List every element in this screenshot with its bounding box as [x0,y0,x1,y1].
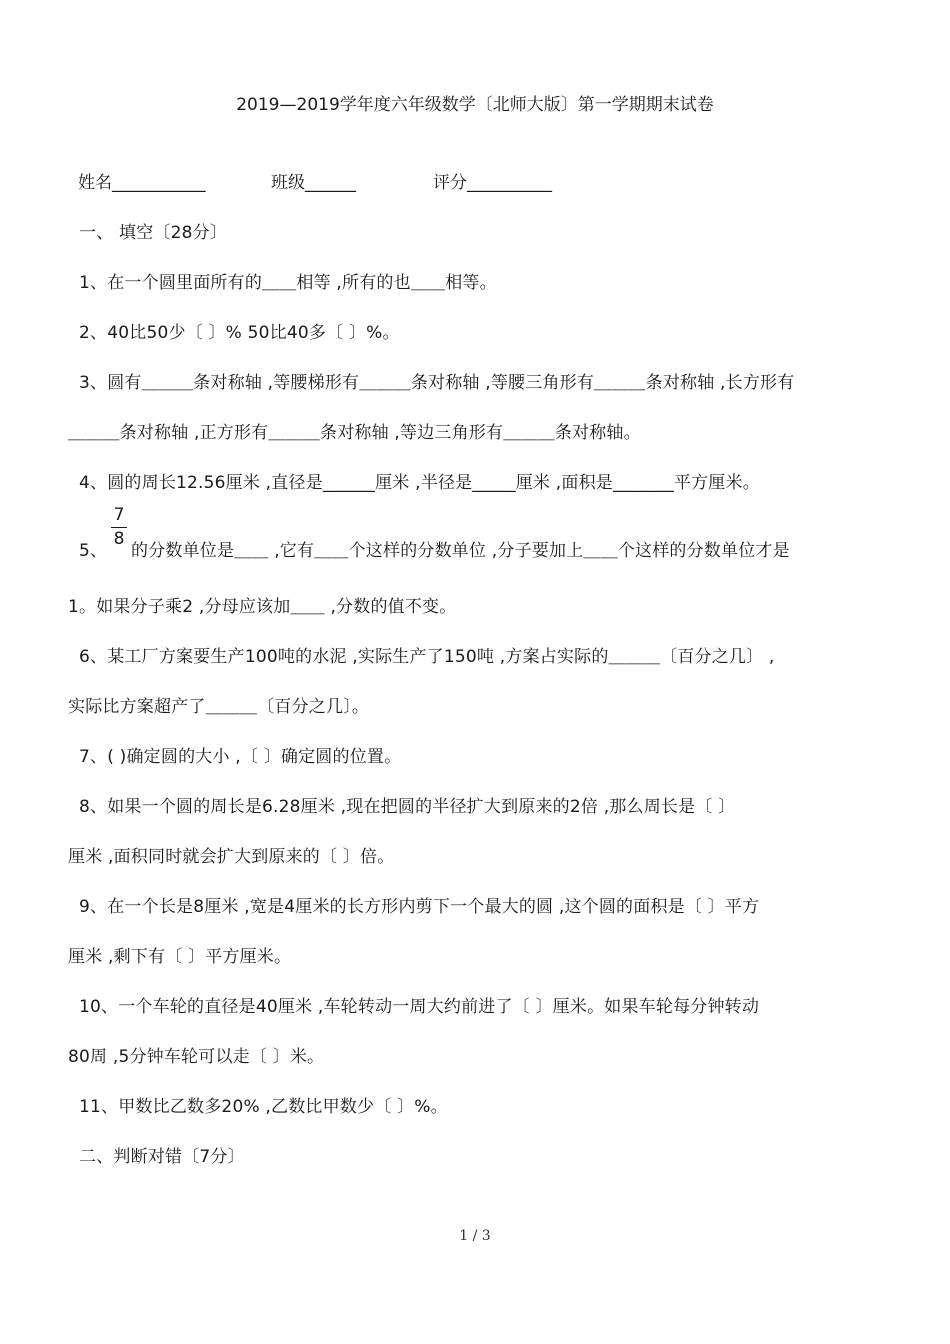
question-2: 2、40比50少〔 〕% 50比40多〔 〕%。 [79,323,400,343]
question-6-line-1: 6、某工厂方案要生产100吨的水泥 ,实际生产了150吨 ,方案占实际的＿＿＿〔百分之几〕 , [79,647,775,667]
question-4: 4、圆的周长12.56厘米 ,直径是______厘米 ,半径是_____厘米 ,面积是_______平方厘米。 [79,473,760,493]
question-5-line-1: 的分数单位是＿＿ ,它有＿＿个这样的分数单位 ,分子要加上＿＿个这样的分数单位才是 [131,541,790,561]
score-field: 评分__________ [433,173,552,193]
section-heading-true-false: 二、判断对错〔7分〕 [79,1147,245,1167]
question-5-line-2: 1。如果分子乘2 ,分母应该加＿＿ ,分数的值不变。 [68,597,457,617]
question-11: 11、甲数比乙数多20% ,乙数比甲数少〔 〕%。 [79,1097,448,1117]
question-1: 1、在一个圆里面所有的＿＿相等 ,所有的也＿＿相等。 [79,273,497,293]
name-field: 姓名___________ [78,173,206,193]
question-3-line-2: ＿＿＿条对称轴 ,正方形有＿＿＿条对称轴 ,等边三角形有＿＿＿条对称轴。 [68,423,641,443]
fraction-bar [111,527,127,528]
page-title: 2019—2019学年度六年级数学〔北师大版〕第一学期期末试卷 [236,95,714,115]
question-8-line-2: 厘米 ,面积同时就会扩大到原来的〔 〕倍。 [68,847,395,867]
class-field: 班级______ [271,173,356,193]
question-9-line-2: 厘米 ,剩下有〔 〕平方厘米。 [68,947,292,967]
question-7: 7、( )确定圆的大小 ,〔 〕确定圆的位置。 [79,747,402,767]
page-number: 1 / 3 [459,1228,491,1244]
question-10-line-2: 80周 ,5分钟车轮可以走〔 〕米。 [68,1047,325,1067]
question-6-line-2: 实际比方案超产了＿＿＿〔百分之几〕。 [68,697,370,717]
fraction-numerator: 7 [113,505,125,525]
section-heading-fill-blank: 一、 填空〔28分〕 [79,223,228,243]
fraction-denominator: 8 [113,529,125,549]
question-8-line-1: 8、如果一个圆的周长是6.28厘米 ,现在把圆的半径扩大到原来的2倍 ,那么周长是〔 〕 [79,797,736,817]
question-10-line-1: 10、一个车轮的直径是40厘米 ,车轮转动一周大约前进了〔 〕厘米。如果车轮每分钟转动 [79,997,760,1017]
question-3-line-1: 3、圆有＿＿＿条对称轴 ,等腰梯形有＿＿＿条对称轴 ,等腰三角形有＿＿＿条对称轴 ,长方形有 [79,373,795,393]
fraction-seven-eighths [110,505,128,549]
question-5-number: 5、 [79,541,108,561]
question-9-line-1: 9、在一个长是8厘米 ,宽是4厘米的长方形内剪下一个最大的圆 ,这个圆的面积是〔 〕平方 [79,897,760,917]
